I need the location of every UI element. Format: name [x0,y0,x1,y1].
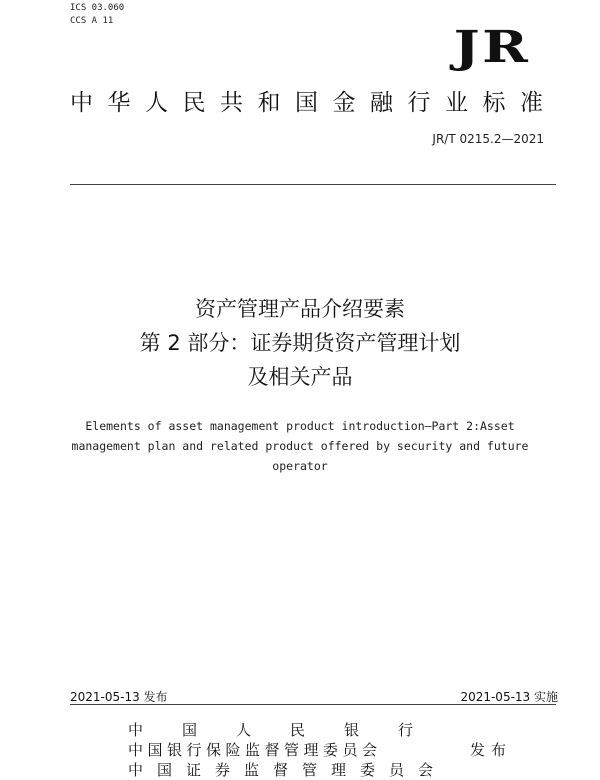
ics-code: ICS 03.060 [70,3,125,13]
classification-codes [70,2,124,28]
document-title-line: 资产管理产品介绍要素 [195,297,405,321]
implement-date: 2021-05-13 实施 [460,690,558,704]
english-title-line: operator [272,459,328,473]
document-title-line: 第 2 部分：证券期货资产管理计划 [139,331,461,355]
issuer-pboc: 中国人民银行 [128,721,453,739]
ccs-code: CCS A 11 [70,16,114,26]
document-title-line: 及相关产品 [247,365,353,389]
issuer-csrc: 中国证券监督管理委员会 [128,761,448,779]
standard-number: JR/T 0215.2—2021 [432,132,544,146]
english-title-line: management plan and related product offered by security and future [71,439,529,453]
english-title-line: Elements of asset management product introduction—Part 2:Asset [85,419,515,433]
english-title [60,416,540,476]
issuer-cbirc: 中国银行保险监督管理委员会 [128,741,382,759]
bottom-divider [70,704,556,705]
standard-category-title: 中华人民共和国金融行业标准 [70,90,558,116]
jr-logo: JR [453,22,530,73]
top-divider [70,184,556,185]
publish-date: 2021-05-13 发布 [70,690,168,704]
document-title [0,292,600,394]
issue-label: 发布 [470,741,513,759]
